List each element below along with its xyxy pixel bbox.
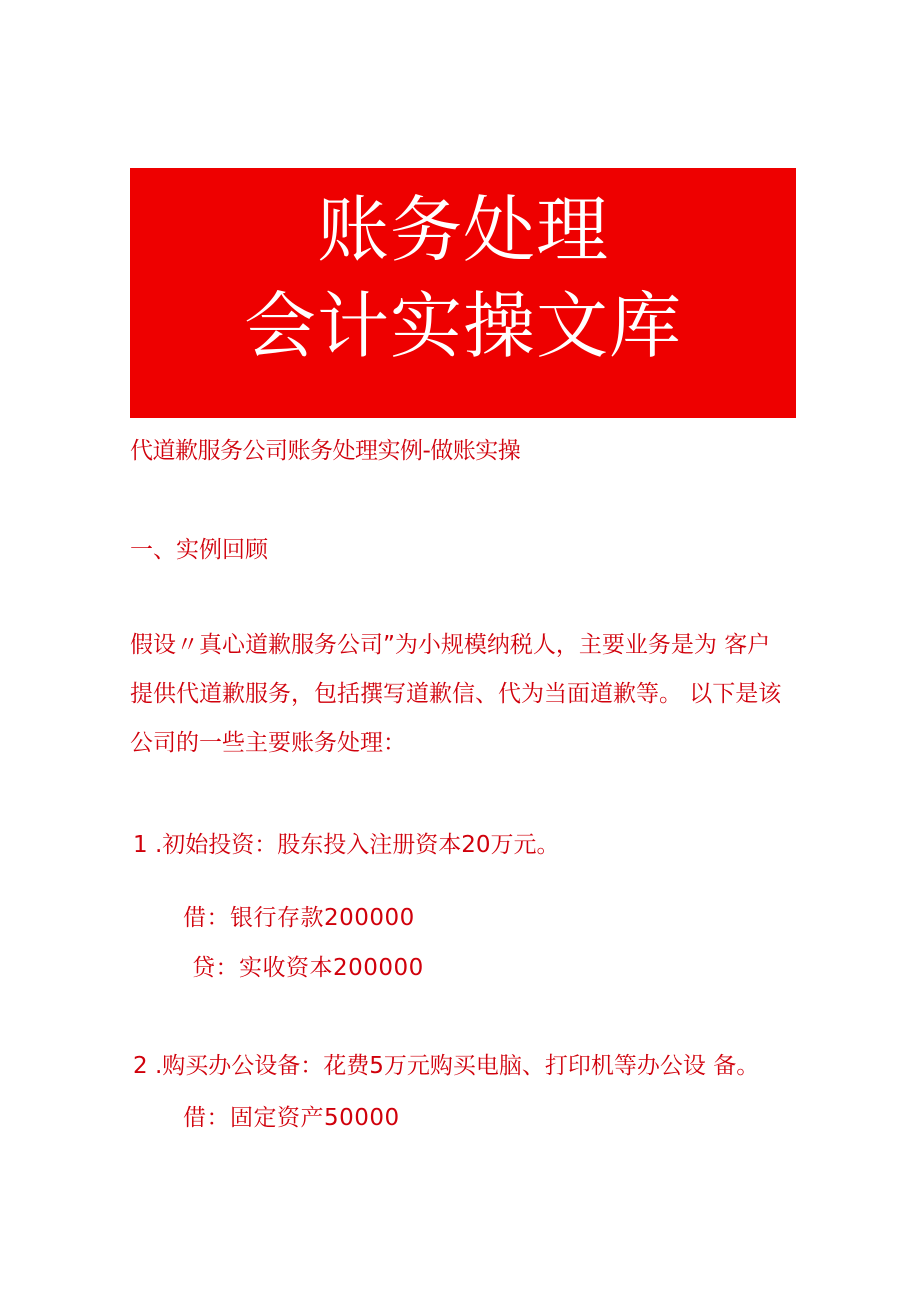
item-heading-initial-investment: 1 .初始投资：股东投入注册资本20万元。 bbox=[133, 832, 560, 858]
intro-line: 提供代道歉服务，包括撰写道歉信、代为当面道歉等。 以下是该 bbox=[130, 681, 782, 707]
intro-line: 公司的一些主要账务处理： bbox=[130, 730, 406, 756]
intro-line: 假设〃真心道歉服务公司”为小规模纳税人，主要业务是为 客户 bbox=[130, 632, 771, 658]
section-heading: 一、实例回顾 bbox=[130, 537, 268, 563]
intro-paragraph bbox=[130, 621, 800, 768]
journal-entry-debit: 借：固定资产50000 bbox=[183, 1105, 400, 1131]
item-heading-office-equipment: 2 .购买办公设备：花费5万元购买电脑、打印机等办公设 备。 bbox=[133, 1053, 760, 1079]
title-banner bbox=[130, 168, 796, 418]
document-title: 代道歉服务公司账务处理实例-做账实操 bbox=[130, 438, 521, 464]
banner-title-line-1: 账务处理 bbox=[316, 188, 609, 272]
journal-entry-credit: 贷：实收资本200000 bbox=[192, 955, 424, 981]
journal-entry-debit: 借：银行存款200000 bbox=[183, 905, 415, 931]
banner-title-line-2: 会计实操文库 bbox=[243, 284, 682, 368]
